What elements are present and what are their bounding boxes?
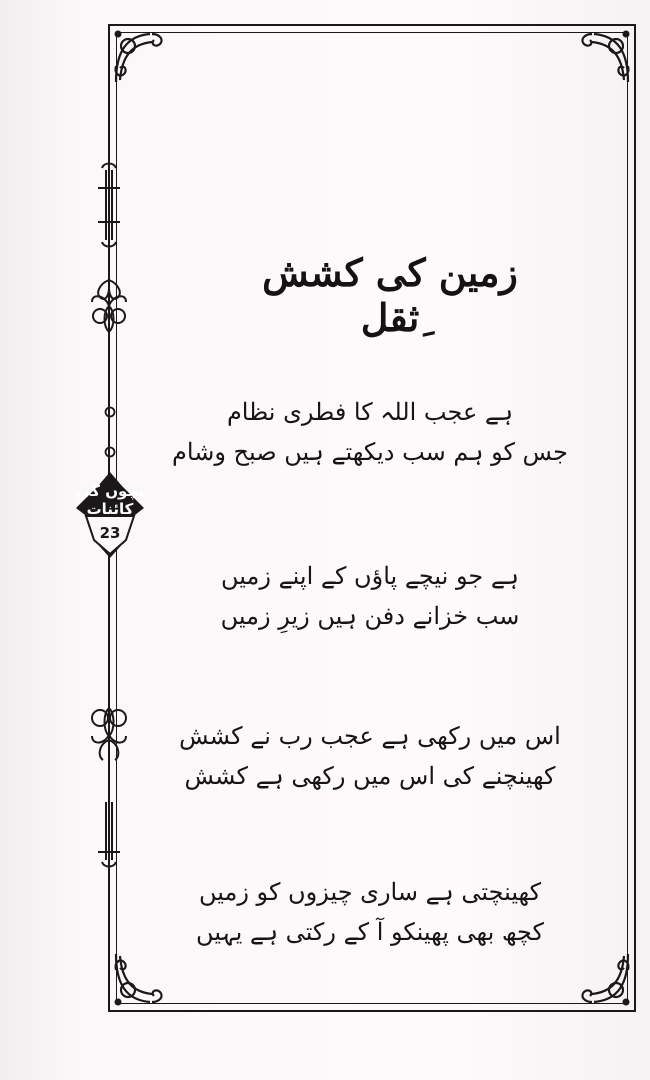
poem-line: ہے عجب اللہ کا فطری نظام <box>226 398 514 426</box>
ornamental-frame-inner <box>116 32 628 1004</box>
spine-floral-icon <box>84 258 134 338</box>
poem-line: کھینچتی ہے ساری چیزوں کو زمیں <box>198 878 542 906</box>
poem-line: سب خزانے دفن ہیں زیرِ زمیں <box>220 602 520 630</box>
page-number: 23 <box>99 524 121 542</box>
poem-line: جس کو ہم سب دیکھتے ہیں صبح وشام <box>172 438 568 466</box>
page-badge <box>74 470 146 560</box>
spine-bead-icon <box>100 402 120 422</box>
corner-flourish-icon <box>106 22 176 92</box>
spine-tassel-icon <box>92 160 126 250</box>
spine-tassel-icon <box>92 798 126 868</box>
stanza-3 <box>150 716 590 796</box>
spine-bead-icon <box>100 442 120 462</box>
poem-line: کھینچنے کی اس میں رکھی ہے کشش <box>184 762 556 790</box>
corner-flourish-icon <box>106 944 176 1014</box>
spine-floral-icon <box>84 700 134 782</box>
poem-line: اس میں رکھی ہے عجب رب نے کشش <box>179 722 561 750</box>
corner-flourish-icon <box>568 944 638 1014</box>
badge-series-title: بچوں کی کائنات <box>76 482 144 518</box>
poem-line: ہے جو نیچے پاؤں کے اپنے زمیں <box>221 562 519 590</box>
stanza-4 <box>150 872 590 952</box>
stanza-2 <box>150 556 590 636</box>
poem-title: زمین کی کشش ِثقل <box>262 250 518 340</box>
corner-flourish-icon <box>568 22 638 92</box>
stanza-1 <box>150 392 590 472</box>
poem-line: کچھ بھی پھینکو آ کے رکتی ہے یہیں <box>196 918 544 946</box>
